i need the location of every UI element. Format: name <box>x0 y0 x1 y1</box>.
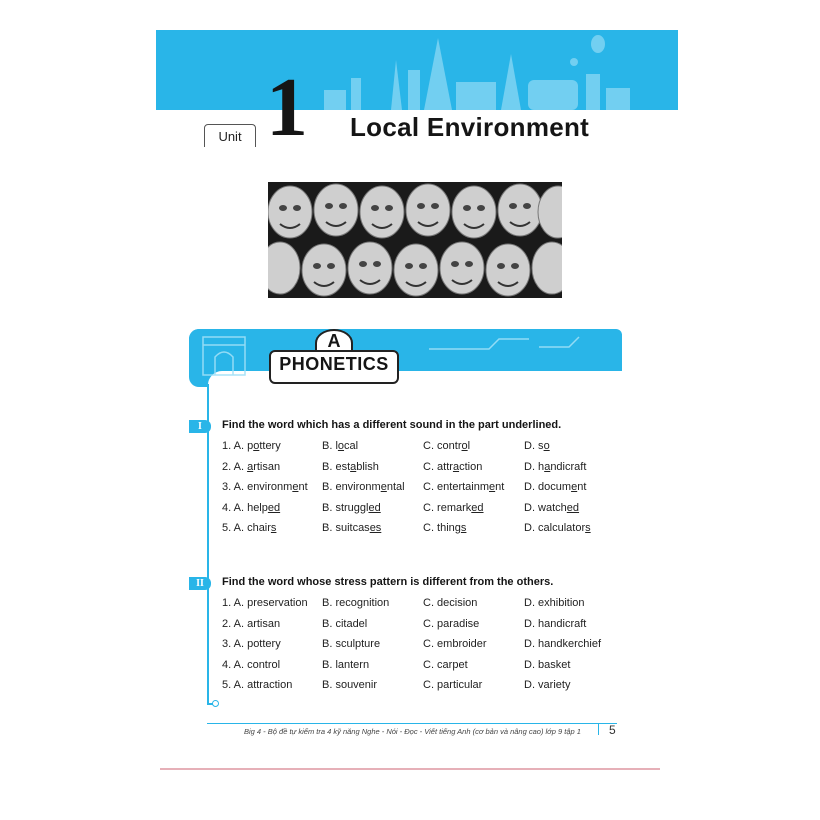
answer-option: D. document <box>524 481 587 493</box>
exercise-2-instruction: Find the word whose stress pattern is different from the others. <box>222 576 554 588</box>
answer-option: C. attraction <box>423 460 483 473</box>
underlined-part: s <box>585 522 591 534</box>
skyline-illustration <box>156 30 678 110</box>
answer-option: 2. A. artisan <box>222 617 281 630</box>
answer-option: 1. A. preservation <box>222 597 308 609</box>
underlined-part: ed <box>368 501 381 514</box>
underlined-part: e <box>380 481 387 493</box>
exercise-1-row <box>222 502 622 518</box>
unit-title: Local Environment <box>350 112 590 142</box>
underlined-part: a <box>452 460 460 473</box>
answer-option: C. embroider <box>423 638 487 650</box>
exercise-2-row <box>222 638 622 654</box>
answer-option: C. remarked <box>423 501 484 514</box>
answer-option: B. recognition <box>322 597 390 609</box>
underlined-part: ed <box>471 501 484 514</box>
underlined-part: o <box>253 440 260 452</box>
footer-text: Big 4 - Bộ đề tự kiểm tra 4 kỹ năng Nghe - Nói - Đọc - Viết tiếng Anh (cơ bản và nâng cao) lớp 9 tập 1 <box>244 727 581 736</box>
answer-option: 4. A. control <box>222 658 281 671</box>
exercise-marker-1: I <box>189 420 211 433</box>
answer-option: 5. A. chairs <box>222 522 277 534</box>
section-line-dot <box>212 700 219 707</box>
answer-option: B. lantern <box>322 658 370 671</box>
underlined-part: s <box>460 522 467 534</box>
answer-option: C. carpet <box>423 658 468 671</box>
answer-option: B. citadel <box>322 617 368 630</box>
answer-option: B. sculpture <box>322 638 381 650</box>
underlined-part: e <box>489 481 496 493</box>
answer-option: B. souvenir <box>322 679 378 691</box>
exercise-2-row <box>222 597 622 613</box>
section-letter: A <box>327 331 341 351</box>
answer-option: B. local <box>322 440 359 452</box>
underlined-part: ed <box>267 501 281 514</box>
answer-option: C. things <box>423 522 467 534</box>
answer-option: 5. A. attraction <box>222 679 293 691</box>
answer-option: D. handkerchief <box>524 638 602 650</box>
answer-option: B. struggled <box>322 501 381 514</box>
answer-option: 3. A. pottery <box>222 638 281 650</box>
underlined-part: o <box>461 440 468 452</box>
answer-option: C. paradise <box>423 617 480 630</box>
answer-option: C. particular <box>423 679 483 691</box>
exercise-1-row <box>222 461 622 477</box>
answer-option: D. variety <box>524 679 571 691</box>
answer-option: 1. A. pottery <box>222 440 281 452</box>
answer-option: C. entertainment <box>423 481 505 493</box>
header-banner <box>156 30 678 110</box>
arch-illustration <box>189 329 622 387</box>
answer-option: 2. A. artisan <box>222 460 281 473</box>
footer-mark <box>598 723 599 735</box>
answer-option: D. handicraft <box>524 617 587 630</box>
page-number: 5 <box>609 723 616 737</box>
answer-option: B. establish <box>322 460 379 473</box>
underlined-part: e <box>292 481 299 493</box>
page-bottom-edge <box>160 768 660 770</box>
underlined-part: es <box>369 522 382 534</box>
exercise-2-row <box>222 659 622 675</box>
underlined-part: s <box>270 522 277 534</box>
exercise-1-instruction: Find the word which has a different sound in the part underlined. <box>222 419 562 431</box>
answer-option: D. basket <box>524 658 571 671</box>
answer-option: B. environmental <box>322 481 405 493</box>
underlined-part: ed <box>566 501 580 514</box>
answer-option: D. exhibition <box>524 597 585 609</box>
answer-option: D. watched <box>524 501 580 514</box>
answer-option: 3. A. environment <box>222 481 308 493</box>
underlined-part: o <box>337 440 345 452</box>
answer-option: D. handicraft <box>524 460 587 473</box>
underlined-part: e <box>571 481 578 493</box>
answer-option: C. control <box>423 440 471 452</box>
exercise-2-row <box>222 679 622 695</box>
underlined-part: a <box>350 460 357 473</box>
answer-option: D. calculators <box>524 522 591 534</box>
exercise-2-row <box>222 618 622 634</box>
section-title: PHONETICS <box>279 354 389 374</box>
exercise-1-row <box>222 481 622 497</box>
exercise-1-row <box>222 522 622 538</box>
exercise-1-row <box>222 440 622 456</box>
underlined-part: a <box>247 460 254 473</box>
masks-photo <box>268 182 562 298</box>
unit-number: 1 <box>266 61 308 154</box>
masks-image <box>268 182 562 298</box>
answer-option: C. decision <box>423 597 478 609</box>
exercise-marker-2: II <box>189 577 211 590</box>
answer-option: D. so <box>524 440 550 452</box>
answer-option: 4. A. helped <box>222 501 281 514</box>
underlined-part: o <box>543 440 550 452</box>
footer-rule <box>207 723 617 724</box>
unit-label: Unit <box>204 124 256 147</box>
underlined-part: a <box>544 460 551 473</box>
answer-option: B. suitcases <box>322 522 382 534</box>
